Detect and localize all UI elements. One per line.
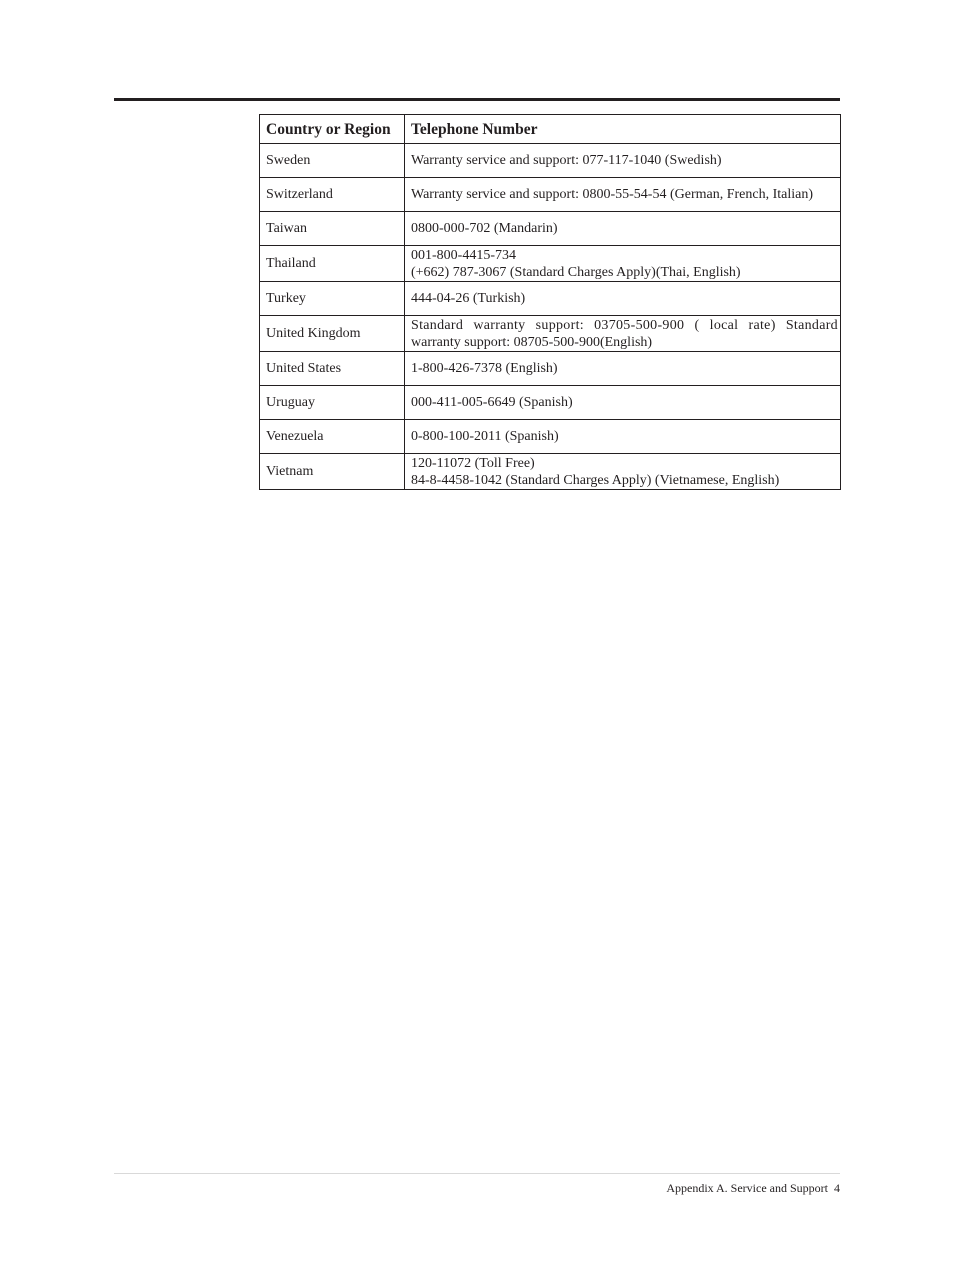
country-cell: United States xyxy=(260,352,405,386)
country-cell: Uruguay xyxy=(260,386,405,420)
phone-cell xyxy=(405,246,841,282)
page-number: 4 xyxy=(834,1181,840,1195)
phone-cell xyxy=(405,386,841,420)
phone-line: 000-411-005-6649 (Spanish) xyxy=(411,395,573,410)
phone-line: Standard warranty support: 03705-500-900 ( local rate) Standard xyxy=(411,317,838,333)
table-row xyxy=(260,212,841,246)
phone-cell xyxy=(405,316,841,352)
phone-line: 120-11072 (Toll Free) xyxy=(411,455,535,471)
column-header-country: Country or Region xyxy=(260,115,405,144)
phone-cell xyxy=(405,178,841,212)
country-cell: Switzerland xyxy=(260,178,405,212)
country-cell: Sweden xyxy=(260,144,405,178)
table-row xyxy=(260,246,841,282)
country-cell: United Kingdom xyxy=(260,316,405,352)
phone-line: 0800-000-702 (Mandarin) xyxy=(411,221,558,236)
phone-line: 84-8-4458-1042 (Standard Charges Apply) (Vietnamese, English) xyxy=(411,472,780,488)
country-cell: Taiwan xyxy=(260,212,405,246)
phone-cell xyxy=(405,212,841,246)
table-row xyxy=(260,454,841,490)
phone-line: 444-04-26 (Turkish) xyxy=(411,291,526,306)
table-row xyxy=(260,316,841,352)
phone-line: 001-800-4415-734 xyxy=(411,247,516,263)
phone-line: (+662) 787-3067 (Standard Charges Apply)(Thai, English) xyxy=(411,264,741,280)
phone-line: Warranty service and support: 077-117-1040 (Swedish) xyxy=(411,153,722,168)
header-rule xyxy=(114,98,840,101)
phone-cell xyxy=(405,420,841,454)
footer-rule xyxy=(114,1173,840,1174)
country-cell: Venezuela xyxy=(260,420,405,454)
table-row xyxy=(260,386,841,420)
phone-cell xyxy=(405,282,841,316)
table-row xyxy=(260,352,841,386)
country-cell: Turkey xyxy=(260,282,405,316)
support-phone-table xyxy=(259,114,841,490)
table-row xyxy=(260,178,841,212)
table-header-row xyxy=(260,115,841,144)
page-footer xyxy=(666,1181,840,1196)
table-row xyxy=(260,144,841,178)
phone-line: 1-800-426-7378 (English) xyxy=(411,361,558,376)
country-cell: Thailand xyxy=(260,246,405,282)
footer-section-title: Appendix A. Service and Support xyxy=(666,1181,828,1195)
phone-line: Warranty service and support: 0800-55-54-54 (German, French, Italian) xyxy=(411,187,814,202)
phone-cell xyxy=(405,454,841,490)
phone-cell xyxy=(405,352,841,386)
phone-line: 0-800-100-2011 (Spanish) xyxy=(411,429,559,444)
phone-cell xyxy=(405,144,841,178)
country-cell: Vietnam xyxy=(260,454,405,490)
phone-line: warranty support: 08705-500-900(English) xyxy=(411,334,653,350)
table-row xyxy=(260,420,841,454)
column-header-phone: Telephone Number xyxy=(405,115,841,144)
table-row xyxy=(260,282,841,316)
